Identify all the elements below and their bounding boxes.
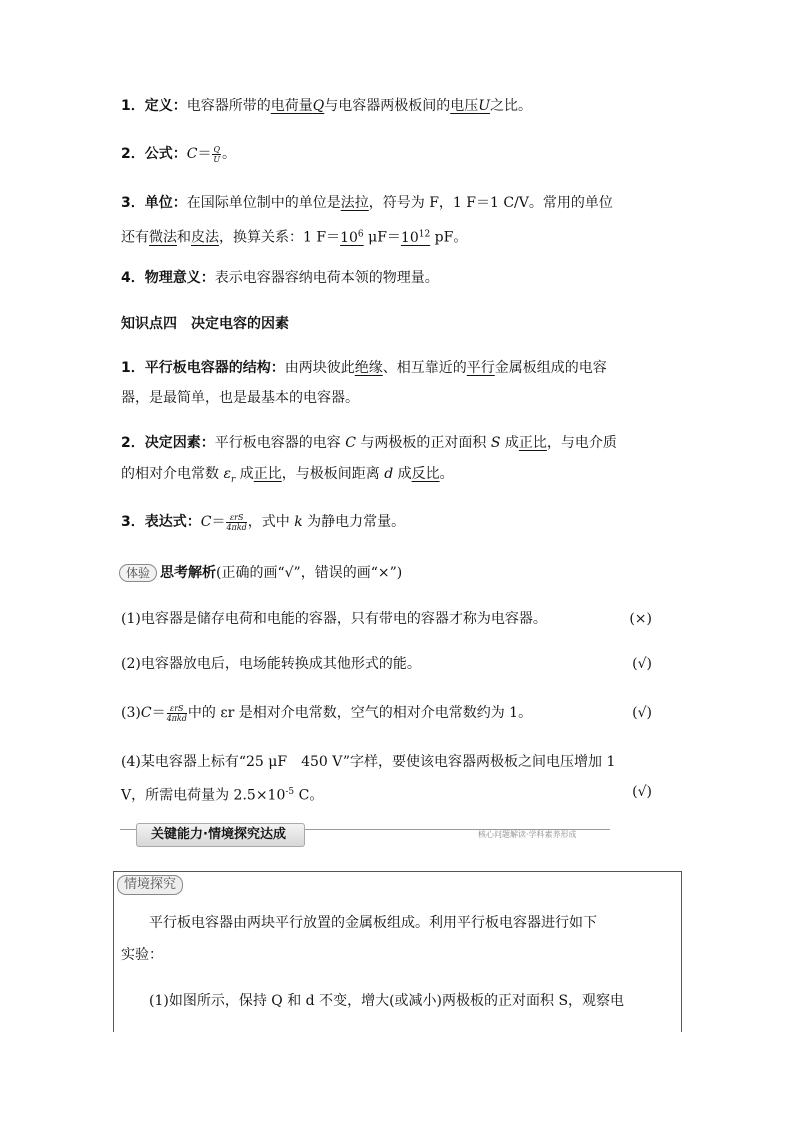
text: μF＝ — [363, 229, 401, 246]
text: 在国际单位制中的单位是 — [186, 195, 341, 211]
section-title: 知识点四 决定电容的因素 — [121, 316, 289, 332]
experience-tag: 体验 — [119, 564, 157, 582]
underlined-term: 电压 — [450, 98, 479, 114]
item-text: (1)电容器是储存电荷和电能的容器，只有带电的容器才称为电容器。 — [121, 611, 547, 627]
item-number: 1． — [121, 360, 145, 376]
text: 。 — [439, 466, 454, 482]
item-number: 2． — [121, 146, 145, 162]
judgement-item — [121, 752, 615, 772]
factors-line-1 — [121, 433, 617, 453]
text: 与电容器两极板间的 — [324, 98, 451, 114]
item-text: C。 — [294, 787, 324, 804]
text: ，与极板间距离 — [281, 466, 385, 482]
text: 成 — [393, 466, 412, 482]
fraction — [167, 704, 187, 723]
symbol-s: S — [490, 435, 501, 451]
equals: ＝ — [211, 514, 226, 530]
scenario-experiment: (1)如图所示，保持 Q 和 d 不变，增大(或减小)两极板的正对面积 S，观察电 — [149, 993, 625, 1009]
text: 由两块彼此 — [284, 360, 355, 376]
fraction-denominator: 4πkd — [226, 522, 247, 532]
fraction-numerator: εrS — [226, 513, 246, 523]
item-number: (3) — [121, 705, 141, 721]
judgement-item — [121, 654, 421, 674]
item-text: (4)某电容器上标有“25 μF 450 V”字样，要使该电容器两极板之间电压增加 1 — [121, 754, 616, 770]
definition-line — [121, 96, 532, 116]
fraction-numerator: εrS — [167, 704, 187, 714]
text: 成 — [500, 435, 519, 451]
text: ，式中 — [247, 514, 295, 530]
symbol-q: Q — [312, 98, 325, 114]
experience-title: 思考解析 — [160, 565, 217, 581]
power-of-ten — [401, 230, 430, 246]
base: 10 — [340, 229, 358, 246]
underlined-term: 皮法 — [191, 229, 219, 246]
item-number: 4． — [121, 270, 145, 286]
subscript-r: r — [230, 474, 236, 485]
scenario-paragraph-cont: 实验： — [121, 947, 163, 963]
symbol-c: C — [140, 705, 152, 721]
text: pF。 — [430, 229, 468, 246]
item-number: 3． — [121, 195, 145, 211]
answer-mark: (√) — [632, 705, 652, 721]
exponent: 12 — [418, 229, 431, 239]
text: 还有 — [121, 229, 149, 246]
scenario-tag: 情境探究 — [117, 875, 183, 895]
experience-header — [119, 563, 402, 583]
item-number: 1． — [121, 98, 145, 114]
symbol-c: C — [186, 146, 198, 162]
item-heading: 决定因素： — [144, 435, 215, 451]
item-heading: 单位： — [144, 195, 187, 211]
symbol-epsilon: ε — [223, 466, 231, 482]
base: 10 — [400, 229, 419, 246]
text: ，换算关系：1 F＝ — [219, 229, 341, 246]
exponent: -5 — [285, 787, 295, 797]
text: 与两极板的正对面积 — [355, 435, 491, 451]
item-heading: 公式： — [144, 146, 187, 162]
formula-line — [121, 144, 236, 164]
underlined-term: 绝缘 — [354, 360, 383, 376]
symbol-d: d — [384, 466, 394, 482]
item-heading: 平行板电容器的结构： — [144, 360, 285, 376]
text: ，符号为 F，1 F＝1 C/V。常用的单位 — [368, 195, 613, 211]
symbol-u: U — [478, 98, 491, 114]
text: 表示电容器容纳电荷本领的物理量。 — [214, 270, 439, 286]
expression-line — [121, 512, 405, 532]
text: ，与电介质 — [546, 435, 617, 451]
item-number: 3． — [121, 514, 145, 530]
experience-note: (正确的画“√”，错误的画“×”) — [216, 565, 403, 581]
judgement-item — [121, 609, 547, 629]
unit-line-1 — [121, 193, 613, 213]
underlined-term: 正比 — [518, 435, 547, 451]
item-heading: 表达式： — [144, 514, 201, 530]
scenario-paragraph: 平行板电容器由两块平行放置的金属板组成。利用平行板电容器进行如下 — [149, 915, 597, 931]
item-number: 2． — [121, 435, 145, 451]
answer-mark: (×) — [629, 611, 652, 627]
text: 。 — [222, 146, 237, 162]
underlined-term: 电荷量 — [270, 98, 313, 114]
item-heading: 定义： — [144, 98, 187, 114]
fraction — [212, 145, 221, 164]
section-banner: 关键能力·情境探究达成 — [136, 823, 305, 847]
unit-line-2 — [121, 224, 467, 248]
text: 、相互靠近的 — [382, 360, 467, 376]
underlined-term: 微法 — [149, 229, 177, 246]
item-text: V，所需电荷量为 2.5×10 — [121, 787, 286, 804]
meaning-line — [121, 268, 439, 288]
text: 之比。 — [490, 98, 533, 114]
underlined-term: 法拉 — [340, 195, 369, 211]
symbol-c: C — [200, 514, 212, 530]
symbol-k: k — [294, 514, 303, 530]
answer-mark: (√) — [632, 784, 652, 800]
text: 金属板组成的电容 — [494, 360, 607, 376]
exponent: 6 — [357, 229, 364, 239]
equals: ＝ — [197, 146, 212, 162]
symbol-c: C — [345, 435, 356, 451]
fraction-denominator: U — [213, 154, 221, 164]
equals: ＝ — [151, 705, 166, 721]
item-heading: 物理意义： — [144, 270, 215, 286]
text: 为静电力常量。 — [302, 514, 406, 530]
item-text: (2)电容器放电后，电场能转换成其他形式的能。 — [121, 656, 421, 672]
banner-subtitle: 核心问题解读·学科素养形成 — [478, 830, 577, 839]
text: 的相对介电常数 — [121, 466, 224, 482]
underlined-term: 正比 — [253, 466, 282, 482]
underlined-term: 反比 — [411, 466, 440, 482]
structure-line-1 — [121, 358, 607, 378]
structure-line-2: 器，是最简单，也是最基本的电容器。 — [121, 390, 359, 406]
factors-line-2 — [121, 464, 454, 490]
text: 电容器所带的 — [186, 98, 271, 114]
text: 和 — [177, 229, 191, 246]
underlined-term: 平行 — [466, 360, 495, 376]
text: 平行板电容器的电容 — [214, 435, 346, 451]
power-of-ten — [340, 230, 364, 246]
judgement-item — [121, 703, 532, 723]
fraction-denominator: 4πkd — [166, 713, 187, 723]
fraction-numerator: Q — [213, 144, 221, 154]
fraction — [226, 513, 246, 532]
judgement-item-cont — [121, 782, 323, 806]
item-text: 中的 εr 是相对介电常数，空气的相对介电常数约为 1。 — [187, 705, 533, 721]
text: 成 — [235, 466, 254, 482]
answer-mark: (√) — [632, 656, 652, 672]
